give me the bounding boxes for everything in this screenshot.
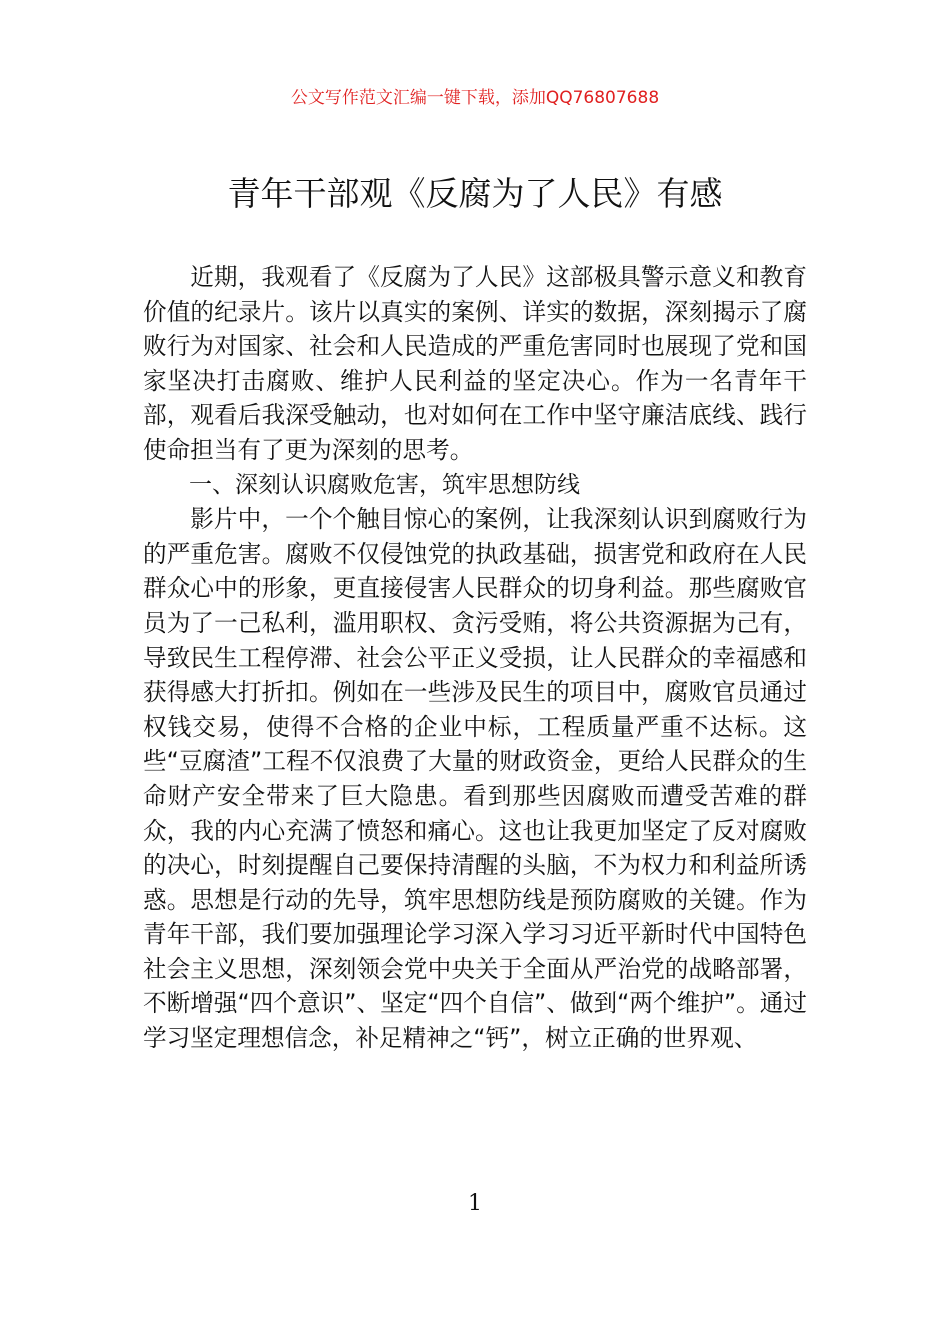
intro-paragraph: 近期，我观看了《反腐为了人民》这部极具警示意义和教育价值的纪录片。该片以真实的案例、详实的数据，深刻揭示了腐败行为对国家、社会和人民造成的严重危害同时也展现了党和国家坚决打击腐败、维护人民利益的坚定决心。作为一名青年干部，观看后我深受触动，也对如何在工作中坚守廉洁底线、践行使命担当有了更为深刻的思考。 (143, 263, 807, 464)
section-heading: 一、深刻认识腐败危害，筑牢思想防线 (189, 471, 580, 498)
body-paragraph: 影片中，一个个触目惊心的案例，让我深刻认识到腐败行为的严重危害。腐败不仅侵蚀党的执政基础，损害党和政府在人民群众心中的形象，更直接侵害人民群众的切身利益。那些腐败官员为了一己私利，滥用职权、贪污受贿，将公共资源据为己有，导致民生工程停滞、社会公平正义受损，让人民群众的幸福感和获得感大打折扣。例如在一些涉及民生的项目中，腐败官员通过权钱交易，使得不合格的企业中标，工程质量严重不达标。这些“豆腐渣”工程不仅浪费了大量的财政资金，更给人民群众的生命财产安全带来了巨大隐患。看到那些因腐败而遭受苦难的群众，我的内心充满了愤怒和痛心。这也让我更加坚定了反对腐败的决心，时刻提醒自己要保持清醒的头脑，不为权力和利益所诱惑。思想是行动的先导，筑牢思想防线是预防腐败的关键。作为青年干部，我们要加强理论学习深入学习习近平新时代中国特色社会主义思想，深刻领会党中央关于全面从严治党的战略部署，不断增强“四个意识”、坚定“四个自信”、做到“两个维护”。通过学习坚定理想信念，补足精神之“钙”，树立正确的世界观、 (143, 505, 807, 1053)
page-number: 1 (468, 1191, 482, 1216)
download-notice: 公文写作范文汇编一键下载，添加QQ76807688 (290, 88, 660, 108)
page-title: 青年干部观《反腐为了人民》有感 (227, 174, 723, 213)
document-body (143, 260, 807, 1056)
